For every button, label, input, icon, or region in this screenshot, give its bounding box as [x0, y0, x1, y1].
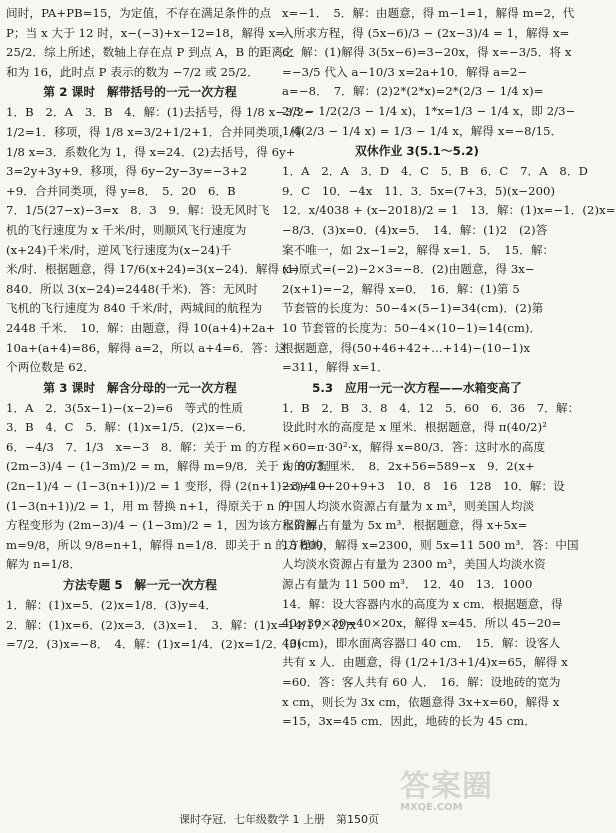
answer-line: 840．所以 3(x−24)=2448(千米)．答：无风时 — [6, 281, 258, 296]
answer-line: 2(x+1)=−2，解得 x=0． 16．解：(1)第 5 — [282, 281, 520, 296]
answer-line: 40(cm)，即水面离容器口 40 cm． 15．解：设客人 — [282, 635, 561, 650]
answer-line: 2448 千米． 10．解：由题意，得 10(a+4)+2a+ — [6, 320, 276, 335]
answer-line: 2x)=10+20+9+3 10．8 16 128 10．解：设 — [282, 479, 565, 494]
section-heading: 双休作业 3(5.1～5.2) — [355, 144, 479, 159]
answer-line: 3．B 4．C 5．解：(1)x=1/5．(2)x=−6． — [6, 420, 254, 435]
page-footer: 课时夺冠．七年级数学 1 上册 第150页 — [179, 813, 379, 826]
answer-line: m=9/8，所以 9/8=n+1，解得 n=1/8．即关于 n 的方程的 — [6, 537, 323, 552]
answer-line: 3=2y+3y+9．移项，得 6y−2y−3y=−3+2 — [6, 164, 248, 179]
right-column — [282, 4, 616, 732]
section-heading: 第 2 课时 解带括号的一元一次方程 — [43, 85, 237, 100]
section-heading: 方法专题 5 解一元一次方程 — [63, 578, 217, 593]
section-heading: 5.3 应用一元一次方程——水箱变高了 — [312, 380, 522, 395]
answer-line: (1−3(n+1))/2 = 1，用 m 替换 n+1，得原关于 n 的 — [6, 498, 290, 513]
answer-line: 6．−4/3 7．1/3 x=−3 8．解：关于 m 的方程 — [6, 439, 281, 454]
answer-line: 共有 x 人．由题意，得 (1/2+1/3+1/4)x=65，解得 x — [282, 655, 568, 670]
answer-line: (2n−1)/4 − (1−3(n+1))/2 = 1 变形，得 (2(n+1)−3)/4 − — [6, 479, 329, 494]
answer-line: 中国人均淡水资源占有量为 x m³，则美国人均淡 — [282, 498, 535, 513]
answer-line: 13 800，解得 x=2300，则 5x=11 500 m³．答：中国 — [282, 537, 579, 552]
answer-line: P；当 x 大于 12 时，x−(−3)+x−12=18，解得 x= — [6, 25, 286, 40]
answer-line: 1．A 2．3(5x−1)−(x−2)=6 等式的性质 — [6, 400, 244, 415]
answer-line: 源占有量为 11 500 m³． 12．40 13．1000 — [282, 577, 533, 592]
answer-line: 飞机的飞行速度为 840 千米/时，两城间的航程为 — [6, 301, 263, 316]
answer-line: 节套管的长度为：50−4×(5−1)=34(cm)．(2)第 — [282, 301, 544, 316]
answer-line: 1/2=1．移项，得 1/8 x=3/2+1/2+1．合并同类项，得 — [6, 124, 303, 139]
answer-line: 1/8 x=3．系数化为 1，得 x=24．(2)去括号，得 6y+ — [6, 144, 296, 159]
answer-line: 米/时．根据题意，得 17/6(x+24)=3(x−24)．解得 x= — [6, 262, 300, 277]
answer-line: 1．B 2．B 3．8 4．12 5．60 6．36 7．解： — [282, 400, 580, 415]
answer-line: x=−1． 5．解：由题意，得 m−1=1，解得 m=2，代 — [282, 6, 575, 20]
answer-line: 14．解：设大容器内水的高度为 x cm．根据题意，得 — [282, 596, 563, 611]
answer-line: 机的飞行速度为 x 千米/时，则顺风飞行速度为 — [6, 222, 247, 237]
watermark-text: 答案圈 — [400, 769, 493, 804]
answer-line: 个两位数是 62． — [6, 360, 95, 375]
answer-line: 案不唯一，如 2x−1=2，解得 x=1．5． 15．解： — [282, 242, 555, 257]
answer-line: =60．答：客人共有 60 人． 16．解：设地砖的宽为 — [282, 675, 561, 689]
answer-line: (1)原式=(−2)−2×3=−8．(2)由题意，得 3x− — [282, 262, 535, 277]
answer-line: 40×30×30=40×20x，解得 x=45．所以 45−20= — [282, 616, 562, 631]
answer-line: 1．解：(1)x=5．(2)x=1/8．(3)y=4． — [6, 598, 218, 613]
section-heading: 第 3 课时 解含分母的一元一次方程 — [43, 380, 237, 395]
answer-line: 根据题意，得(50+46+42+…+14)−(10−1)x — [282, 340, 531, 355]
answer-line: 入所求方程，得 (5x−6)/3 − (2x−3)/4 = 1，解得 x= — [282, 25, 570, 40]
answer-line: a=−8． 7．解：(2)2*(2*x)=2*(2/3 − 1/4 x)= — [282, 84, 544, 99]
answer-line: (2m−3)/4 − (1−3m)/2 = m，解得 m=9/8．关于 n 的方程 — [6, 459, 330, 474]
answer-line: 2/3 − 1/2(2/3 − 1/4 x)，1*x=1/3 − 1/4 x，即 2/3− — [282, 103, 576, 118]
answer-line: 6．解：(1)解得 3(5x−6)=3−20x，得 x=−3/5．将 x — [282, 45, 572, 60]
answer-line: (x+24)千米/时，逆风飞行速度为(x−24)千 — [6, 242, 232, 257]
answer-line: =311，解得 x=1． — [282, 360, 389, 375]
answer-line: 9．C 10．−4x 11．3．5x=(7+3．5)(x−200) — [282, 183, 556, 198]
answer-line: 7．1/5(27−x)−3=x 8．3 9．解：设无风时飞 — [6, 203, 270, 218]
answer-line: 人均淡水资源占有量为 2300 m³，美国人均淡水资 — [282, 557, 546, 572]
answer-line: =15，3x=45 cm．因此，地砖的长为 45 cm． — [282, 714, 536, 729]
answer-line: ×60=π·30²·x，解得 x=80/3．答：这时水的高度 — [282, 439, 546, 454]
answer-line: −8/3．(3)x=0．(4)x=5． 14．解：(1)2 (2)答 — [282, 222, 548, 237]
answer-line: 25/2．综上所述，数轴上存在点 P 到点 A，B 的距离之 — [6, 45, 295, 60]
answer-line: 和为 16，此时点 P 表示的数为 −7/2 或 25/2． — [6, 64, 259, 79]
answer-line: x cm，则长为 3x cm，依题意得 3x+x=60，解得 x — [282, 694, 560, 709]
answer-line: 解为 n=1/8． — [6, 557, 82, 572]
answer-line: =7/2．(3)x=−8． 4．解：(1)x=1/4．(2)x=1/2．(3) — [6, 637, 302, 652]
answer-line: 1．A 2．A 3．D 4．C 5．B 6．C 7．A 8．D — [282, 164, 588, 179]
answer-line: +9．合并同类项，得 y=8． 5．20 6．B — [6, 183, 236, 198]
answer-line: 12．x/4038 + (x−2018)/2 = 1 13．解：(1)x=−1．(2)x= — [282, 203, 616, 218]
answer-line: 方程变形为 (2m−3)/4 − (1−3m)/2 = 1，因为该方程的解 — [6, 518, 318, 533]
watermark-url: MXQE.COM — [400, 802, 463, 813]
answer-line: 1．B 2．A 3．B 4．解：(1)去括号，得 1/8 x−3/2− — [6, 105, 314, 120]
answer-line: =−3/5 代入 a−10/3 x=2a+10．解得 a=2− — [282, 64, 528, 79]
answer-line: 2．解：(1)x=6．(2)x=3．(3)x=1． 3．解：(1)x=14/17．(2)x — [6, 617, 357, 632]
answer-line: 10a+(a+4)=86，解得 a=2，所以 a+4=6．答：这 — [6, 340, 287, 355]
answer-line: 间时，PA+PB=15，为定值，不存在满足条件的点 — [6, 6, 272, 20]
answer-line: 10 节套管的长度为：50−4×(10−1)=14(cm)． — [282, 320, 542, 335]
answer-line: 1/4(2/3 − 1/4 x) = 1/3 − 1/4 x，解得 x=−8/15． — [282, 123, 563, 138]
answer-line: 为 80/3 厘米． 8．2x+56=589−x 9．2(x+ — [282, 459, 535, 474]
answer-line: 水资源占有量为 5x m³．根据题意，得 x+5x= — [282, 518, 528, 533]
answer-line: 设此时水的高度是 x 厘米．根据题意，得 π(40/2)² — [282, 420, 547, 435]
